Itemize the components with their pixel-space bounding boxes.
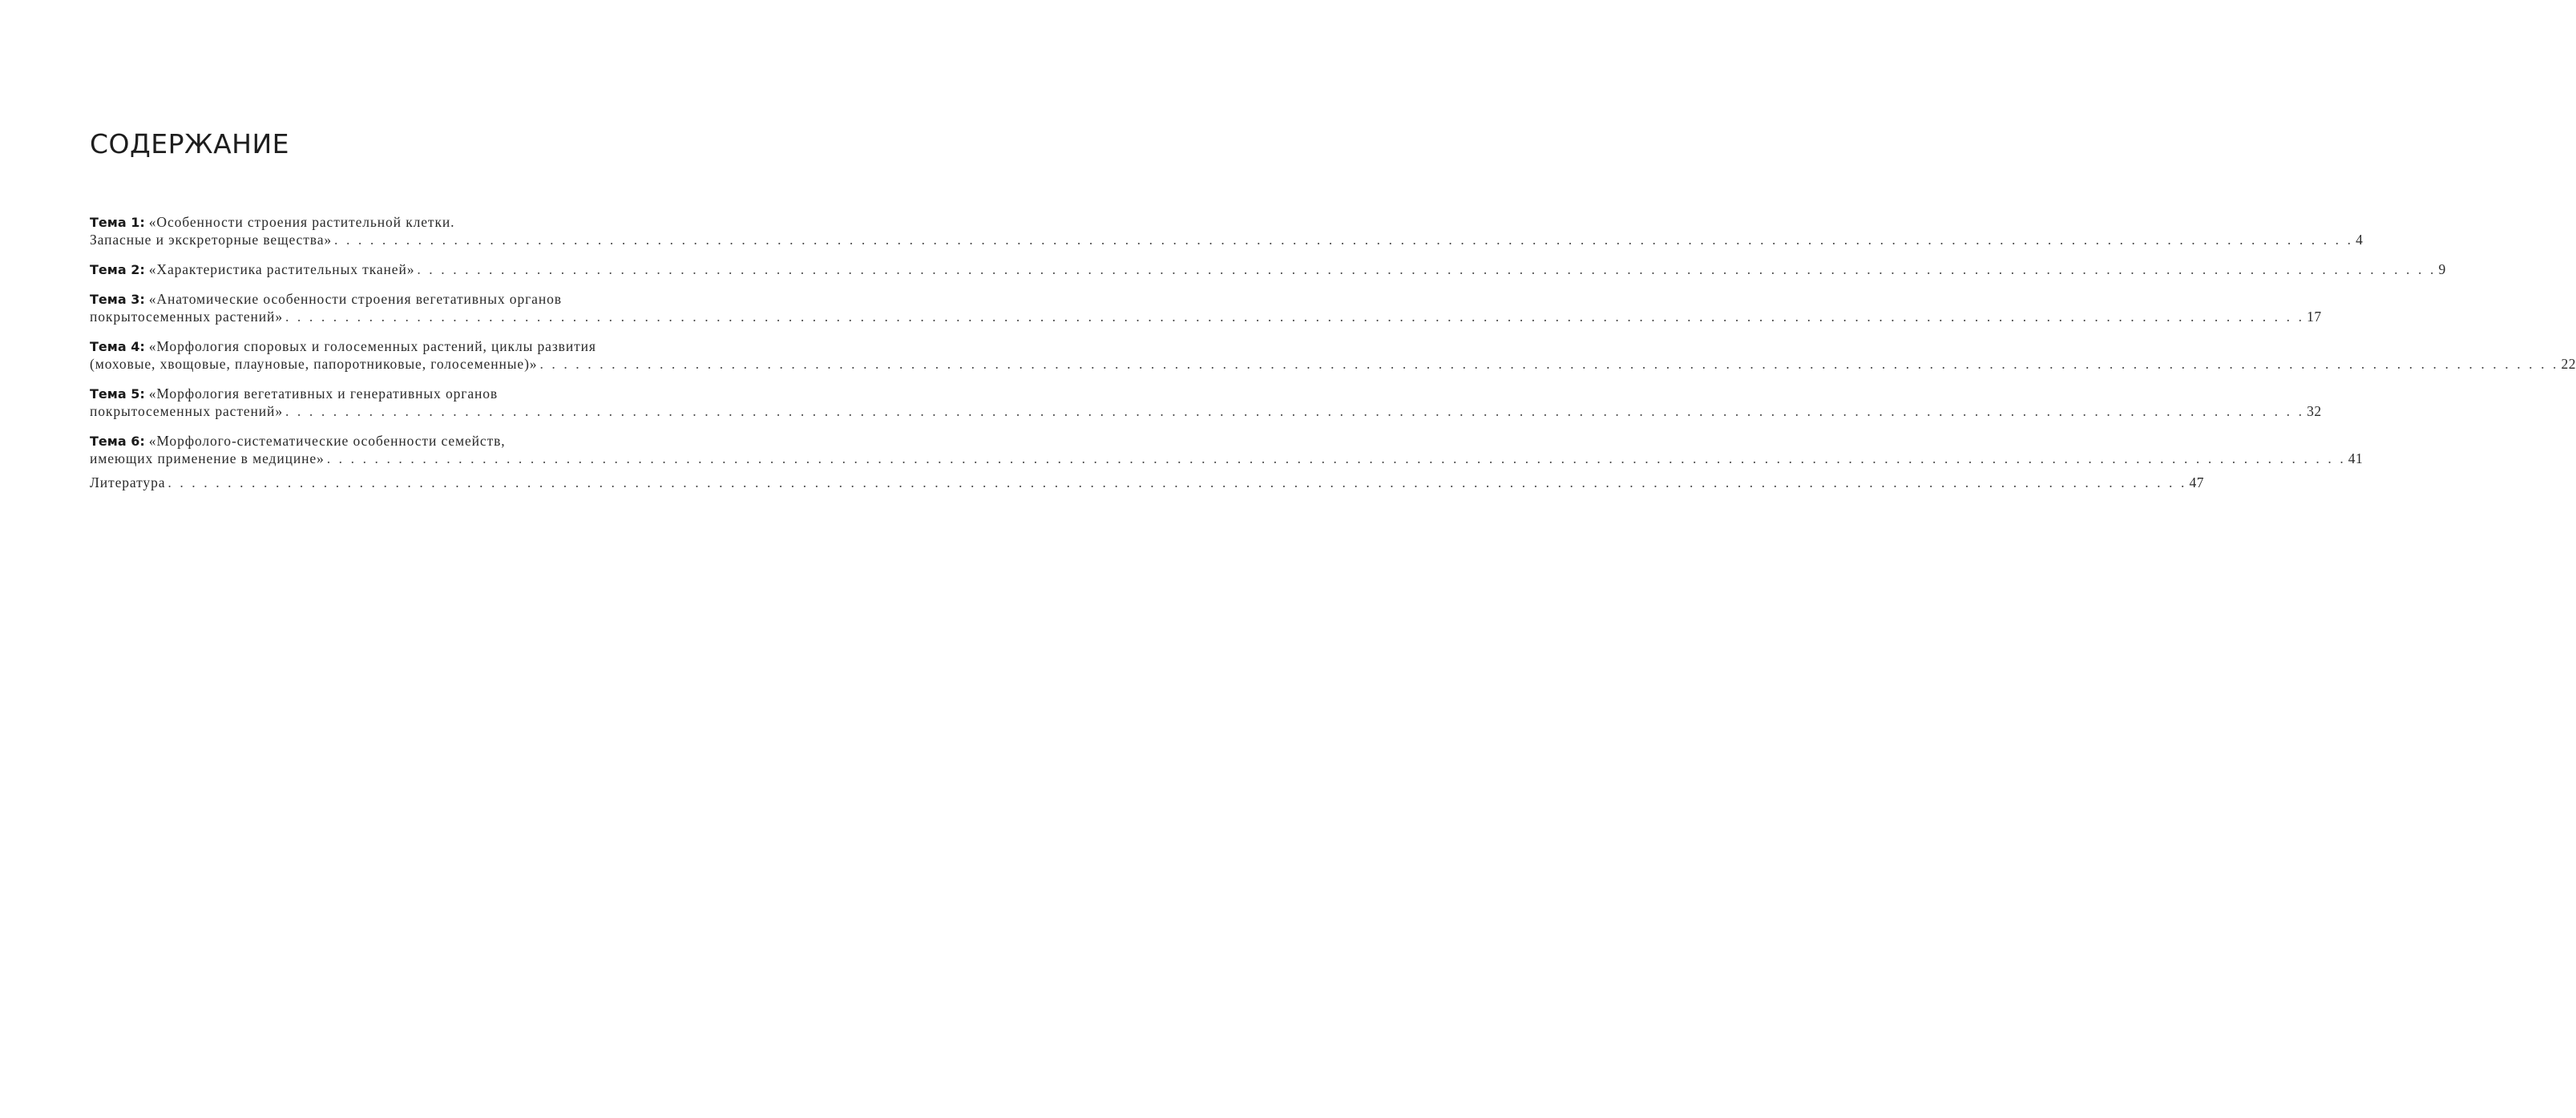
dot-leader — [285, 402, 2304, 420]
dot-leader — [334, 231, 2353, 248]
dot-leader — [168, 474, 2186, 491]
toc-entry-5-label: Тема 5: — [90, 386, 145, 402]
toc-entry-3-page: 17 — [2307, 309, 2322, 325]
toc-entry-2-page: 9 — [2438, 261, 2446, 277]
toc-entry-6-line-2 — [90, 450, 2364, 467]
toc-entry-5-title-cont: покрытосеменных растений» — [90, 403, 283, 419]
toc-entry-1-line-1 — [90, 213, 705, 231]
toc-entry-6-label: Тема 6: — [90, 434, 145, 449]
toc-entry-4-title: «Морфология споровых и голосеменных растений, циклы развития — [148, 338, 596, 354]
toc-entry-4-label: Тема 4: — [90, 339, 145, 354]
toc-entry-literature[interactable] — [90, 474, 2204, 491]
toc-entry-3-title-cont: покрытосеменных растений» — [90, 309, 283, 325]
toc-entry-5-line-1 — [90, 385, 705, 402]
toc-entry-2-label: Тема 2: — [90, 262, 145, 277]
toc-entry-3-label: Тема 3: — [90, 292, 145, 307]
toc-literature-title: Литература — [90, 474, 166, 490]
toc-entry-2-line-1 — [90, 260, 2446, 278]
toc-entry-3-line-1 — [90, 290, 705, 308]
page-title: СОДЕРЖАНИЕ — [90, 128, 290, 159]
toc-entry-6-title: «Морфолого-систематические особенности семейств, — [148, 433, 506, 449]
toc-entry-4-title-cont: (моховые, хвощовые, плауновые, папоротниковые, голосеменные)» — [90, 356, 538, 372]
toc-entry-6-page: 41 — [2348, 450, 2364, 466]
dot-leader — [327, 450, 2346, 467]
toc-entry-1-page: 4 — [2356, 232, 2364, 248]
toc-entry-4-line-2 — [90, 355, 2576, 373]
toc-entry-4-line-1 — [90, 337, 705, 355]
table-of-contents — [90, 213, 2576, 503]
toc-literature-page: 47 — [2189, 474, 2204, 490]
toc-entry-6-line-1 — [90, 432, 705, 450]
toc-entry-5-page: 32 — [2307, 403, 2322, 419]
toc-entry-2-title: «Характеристика растительных тканей» — [148, 261, 415, 277]
toc-entry-1-line-2 — [90, 231, 2364, 248]
toc-entry-2[interactable] — [90, 260, 2446, 278]
dot-leader — [417, 260, 2436, 278]
toc-entry-6-title-cont: имеющих применение в медицине» — [90, 450, 325, 466]
toc-entry-5-line-2 — [90, 402, 2322, 420]
toc-entry-1-title: «Особенности строения растительной клетки. — [148, 214, 455, 230]
toc-entry-6[interactable] — [90, 432, 2364, 467]
toc-entry-3[interactable] — [90, 290, 2322, 325]
toc-entry-5[interactable] — [90, 385, 2322, 420]
toc-entry-4-page: 22 — [2561, 356, 2576, 372]
dot-leader — [539, 355, 2558, 373]
toc-entry-3-line-2 — [90, 308, 2322, 325]
dot-leader — [285, 308, 2304, 325]
toc-entry-5-title: «Морфология вегетативных и генеративных органов — [148, 385, 499, 402]
toc-entry-1-label: Тема 1: — [90, 215, 145, 230]
toc-entry-1-title-cont: Запасные и экскреторные вещества» — [90, 232, 333, 248]
toc-literature-line — [90, 474, 2204, 491]
toc-entry-3-title: «Анатомические особенности строения вегетативных органов — [148, 291, 562, 307]
toc-entry-1[interactable] — [90, 213, 2364, 248]
toc-entry-4[interactable] — [90, 337, 2576, 373]
